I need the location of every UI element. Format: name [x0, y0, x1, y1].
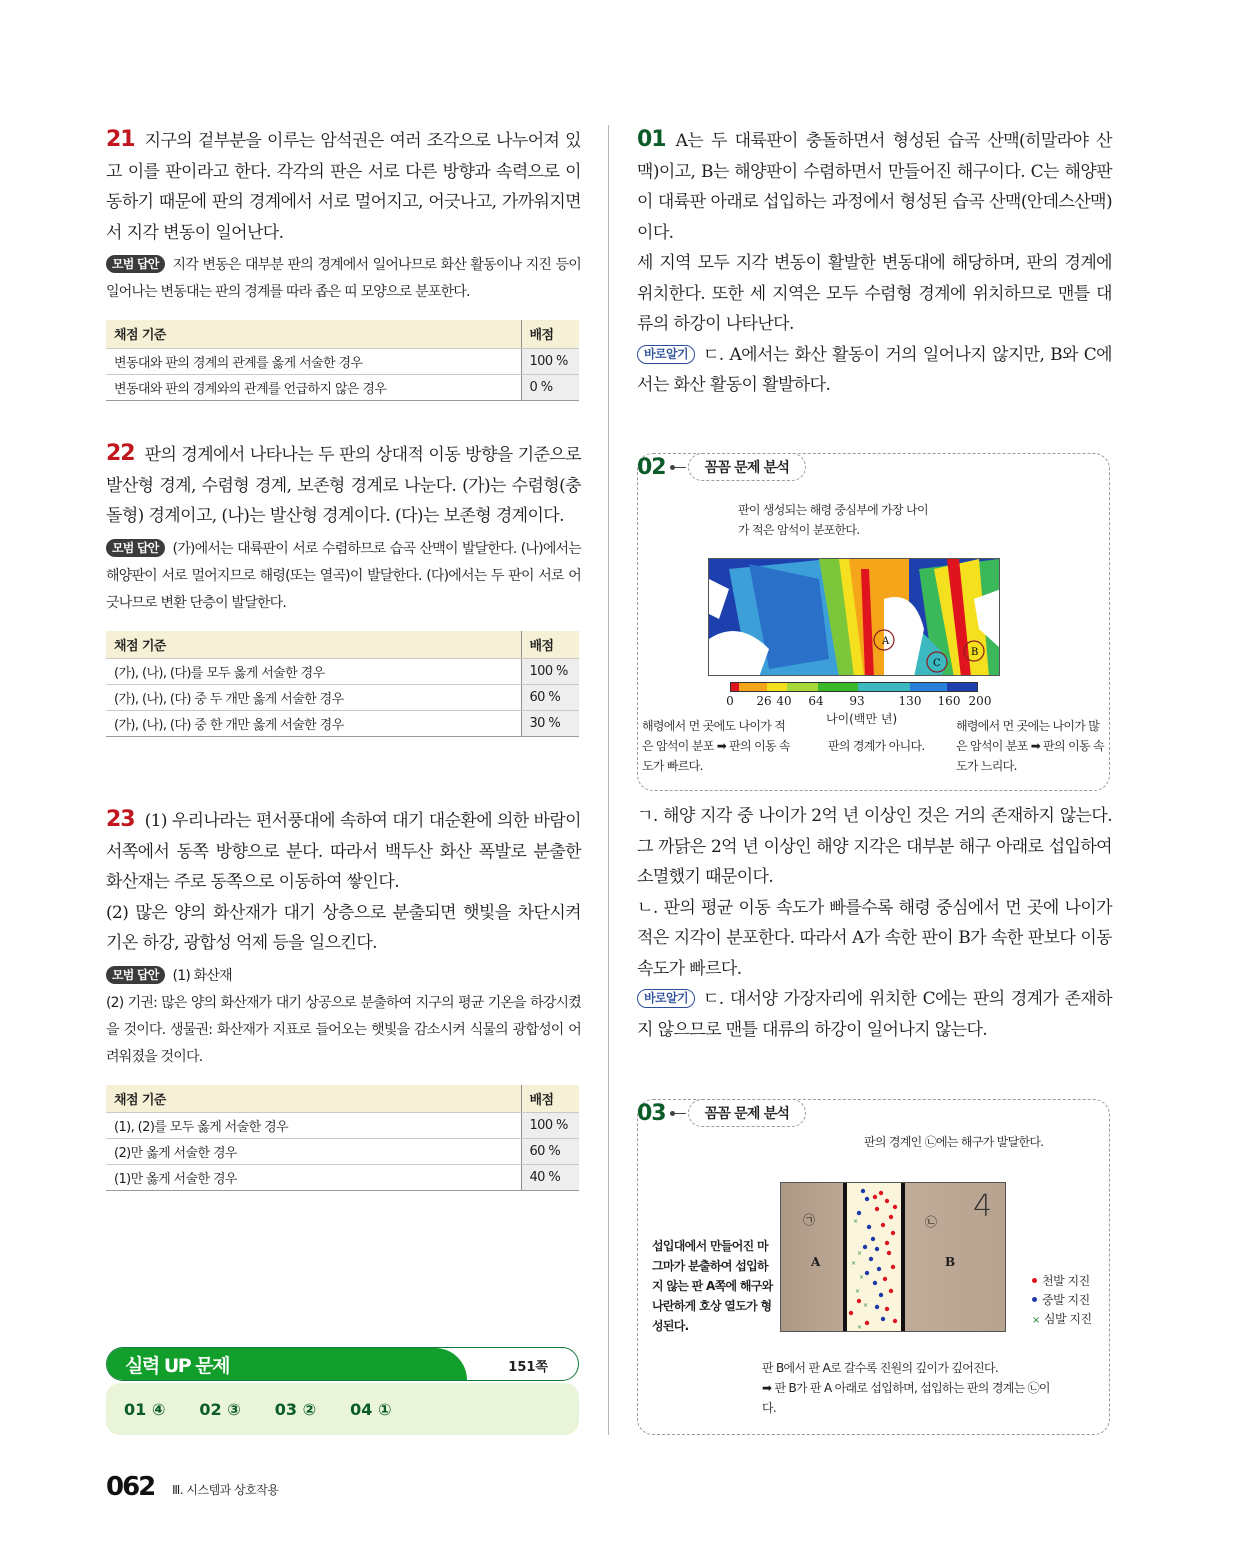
table-row: (가), (나), (다)를 모두 옳게 서술한 경우 100 %: [106, 659, 579, 685]
q23-scoring-table: [106, 1085, 579, 1192]
trench-zone: [843, 1183, 905, 1331]
green-cross-icon: ×: [1032, 1315, 1040, 1326]
colorbar-label: 나이(백만 년): [826, 712, 898, 726]
a02-text-1: ㄱ. 해양 지각 중 나이가 2억 년 이상인 것은 거의 존재하지 않는다. 그 까닭은 2억 년 이상인 해양 지각은 대부분 해구 아래로 섭입하여 소멸했기 때문이다.: [637, 806, 1112, 887]
connector-icon: [672, 1113, 686, 1114]
table-row: (1), (2)를 모두 옳게 서술한 경우 100 %: [106, 1113, 579, 1139]
skill-up-answers-box: [106, 1347, 579, 1435]
figure-corner-number: 4: [973, 1189, 993, 1224]
ocean-crust-age-map: [708, 558, 1000, 676]
mark-2: ㉡: [925, 1215, 938, 1229]
age-colorbar: [730, 682, 978, 692]
model-answer-badge: 모범 답안: [106, 539, 165, 557]
table-row: 변동대와 판의 경계와의 관계를 언급하지 않은 경우 0 %: [106, 374, 579, 400]
q23-model-answer-1: 모범 답안 (1) 화산재: [106, 963, 581, 990]
q23-number: 23: [106, 807, 135, 832]
a03-analysis-box: [637, 1099, 1110, 1435]
svg-text:A: A: [882, 636, 890, 647]
q22-scoring-table: [106, 631, 579, 738]
colorbar-ticks: 0 26 40 64 93 130 160 200: [726, 694, 992, 708]
column-divider: [608, 125, 609, 1435]
blue-dot-icon: [1032, 1297, 1037, 1302]
age-map-graphic: [709, 559, 1000, 676]
earthquake-distribution-figure: [780, 1182, 1006, 1332]
a02-note-top: 판이 생성되는 해령 중심부에 가장 나이가 적은 암석이 분포한다.: [738, 503, 928, 537]
answer-item: 02 ③: [199, 1399, 241, 1419]
svg-text:×: ×: [857, 1250, 863, 1257]
svg-text:×: ×: [859, 1274, 865, 1281]
q22-explanation: 22 판의 경계에서 나타나는 두 판의 상대적 이동 방향을 기준으로 발산형 경계, 수렴형 경계, 보존형 경계로 나눈다. (가)는 수렴형(충돌형) 경계이고, (나)는 발산형 경계이다. (다)는 보존형 경계이다.: [106, 441, 581, 526]
plate-b-label: B: [945, 1255, 956, 1269]
analysis-label: 꼼꼼 문제 분석: [688, 1099, 807, 1127]
question-22: [106, 439, 581, 737]
a03-note-top: 판의 경계인 ㉡에는 해구가 발달한다.: [864, 1135, 1044, 1149]
a02-note-mid: 판의 경계가 아니다.: [828, 739, 925, 753]
svg-text:×: ×: [855, 1288, 861, 1295]
a02-text-2: ㄴ. 판의 평균 이동 속도가 빠를수록 해령 중심에서 먼 곳에 나이가 적은 지각이 분포한다. 따라서 A가 속한 판이 B가 속한 판보다 이동 속도가 빠르다.: [637, 897, 1112, 979]
a02-note-right: 해령에서 먼 곳에는 나이가 많은 암석이 분포 ➡ 판의 이동 속도가 느리다.: [956, 719, 1104, 773]
q22-model-answer: 모범 답안 (가)에서는 대륙판이 서로 수렴하므로 습곡 산맥이 발달한다. (나)에서는 해양판이 서로 멀어지므로 해령(또는 열곡)이 발달한다. (다)에서는 두 판이 서로 어긋나므로 변환 단층이 발달한다.: [106, 540, 581, 611]
q21-explanation: 21 지구의 겉부분을 이루는 암석권은 여러 조각으로 나누어져 있고 이를 판이라고 한다. 각각의 판은 서로 다른 방향과 속력으로 이동하기 때문에 판의 경계에서 서로 멀어지고, 어긋나고, 가까워지면서 지각 변동이 일어난다.: [106, 127, 581, 243]
answer-01: [637, 125, 1112, 401]
table-row: 변동대와 판의 경계의 관계를 옳게 서술한 경우 100 %: [106, 348, 579, 374]
skill-up-title: 실력 UP 문제: [125, 1355, 229, 1377]
svg-text:B: B: [971, 647, 979, 658]
model-answer-badge: 모범 답안: [106, 966, 165, 984]
table-row: (1)만 옳게 서술한 경우 40 %: [106, 1165, 579, 1191]
plate-a-label: A: [811, 1255, 821, 1269]
a03-note-bottom: 판 B에서 판 A로 갈수록 진원의 깊이가 깊어진다. ➡ 판 B가 판 A 아래로 섭입하며, 섭입하는 판의 경계는 ㉡이다.: [762, 1361, 1050, 1415]
table-row: (2)만 옳게 서술한 경우 60 %: [106, 1139, 579, 1165]
svg-text:C: C: [933, 658, 941, 669]
a02-number: 02: [637, 454, 666, 480]
svg-text:×: ×: [863, 1302, 869, 1309]
baro-badge: 바로알기: [637, 345, 695, 364]
a03-header: [637, 1099, 806, 1127]
a01-text-1: 01 A는 두 대륙판이 충돌하면서 형성된 습곡 산맥(히말라야 산맥)이고, B는 해양판이 수렴하면서 만들어진 해구이다. C는 해양판이 대륙판 아래로 섭입하는 과정에서 형성된 습곡 산맥(안데스산맥)이다.: [637, 127, 1112, 243]
q22-number: 22: [106, 441, 135, 466]
answer-item: 03 ②: [274, 1399, 317, 1419]
skill-up-header: [106, 1347, 579, 1381]
q23-model-answer-2: (2) 기권: 많은 양의 화산재가 대기 상공으로 분출하여 지구의 평균 기온을 하강시켰을 것이다. 생물권: 화산재가 지표로 들어오는 햇빛을 감소시켜 식물의 광합성이 어려워졌을 것이다.: [106, 994, 581, 1065]
page-number: 062: [106, 1472, 155, 1502]
a03-note-left: 섭입대에서 만들어진 마그마가 분출하여 섭입하지 않는 판 A쪽에 해구와 나란하게 호상 열도가 형성된다.: [652, 1239, 773, 1333]
table-header-row: 채점 기준 배점: [106, 320, 579, 348]
table-row: (가), (나), (다) 중 두 개만 옳게 서술한 경우 60 %: [106, 685, 579, 711]
table-header-row: 채점 기준 배점: [106, 631, 579, 659]
svg-text:×: ×: [853, 1218, 859, 1225]
question-23: [106, 805, 581, 1191]
legend-deep: × 심발 지진: [1032, 1312, 1092, 1326]
legend-intermediate: 중발 지진: [1032, 1291, 1090, 1308]
answer-02-text: [637, 801, 1112, 1045]
q23-explanation-2: (2) 많은 양의 화산재가 대기 상층으로 분출되면 햇빛을 차단시켜 기온 하강, 광합성 억제 등을 일으킨다.: [106, 902, 581, 953]
q21-scoring-table: [106, 320, 579, 401]
skill-up-answer-list: [106, 1383, 579, 1435]
a01-baro: 바로알기 ㄷ. A에서는 화산 활동이 거의 일어나지 않지만, B와 C에서는 화산 활동이 활발하다.: [637, 344, 1112, 395]
q23-explanation-1: 23 (1) 우리나라는 편서풍대에 속하여 대기 대순환에 의한 바람이 서쪽에서 동쪽 방향으로 분다. 따라서 백두산 화산 폭발로 분출한 화산재는 주로 동쪽으로 이동하여 쌓인다.: [106, 807, 581, 892]
legend-shallow: 천발 지진: [1032, 1272, 1090, 1289]
a01-number: 01: [637, 127, 666, 152]
section-title: Ⅲ. 시스템과 상호작용: [172, 1483, 279, 1497]
svg-text:×: ×: [851, 1260, 857, 1267]
a03-number: 03: [637, 1100, 666, 1126]
q21-number: 21: [106, 127, 135, 152]
a02-baro: 바로알기 ㄷ. 대서양 가장자리에 위치한 C에는 판의 경계가 존재하지 않으므로 맨틀 대류의 하강이 일어나지 않는다.: [637, 989, 1112, 1040]
analysis-label: 꼼꼼 문제 분석: [688, 453, 807, 481]
question-21: [106, 125, 581, 401]
a02-note-left: 해령에서 먼 곳에도 나이가 적은 암석이 분포 ➡ 판의 이동 속도가 빠르다.: [642, 719, 790, 773]
answer-item: 04 ①: [350, 1399, 392, 1419]
a01-text-2: 세 지역 모두 지각 변동이 활발한 변동대에 해당하며, 판의 경계에 위치한다. 또한 세 지역은 모두 수렴형 경계에 위치하므로 맨틀 대류의 하강이 나타난다.: [637, 253, 1112, 334]
a02-analysis-box: [637, 453, 1110, 791]
table-row: (가), (나), (다) 중 한 개만 옳게 서술한 경우 30 %: [106, 711, 579, 737]
a02-header: [637, 453, 806, 481]
baro-badge: 바로알기: [637, 989, 695, 1008]
red-dot-icon: [1032, 1278, 1037, 1283]
q21-model-answer: 모범 답안 지각 변동은 대부분 판의 경계에서 일어나므로 화산 활동이나 지진 등이 일어나는 변동대는 판의 경계를 따라 좁은 띠 모양으로 분포한다.: [106, 257, 581, 300]
connector-icon: [672, 467, 686, 468]
table-header-row: 채점 기준 배점: [106, 1085, 579, 1113]
model-answer-badge: 모범 답안: [106, 255, 165, 273]
answer-item: 01 ④: [124, 1399, 166, 1419]
svg-text:×: ×: [857, 1324, 863, 1331]
skill-up-page: 151쪽: [508, 1360, 548, 1375]
mark-1: ㉠: [803, 1213, 816, 1227]
